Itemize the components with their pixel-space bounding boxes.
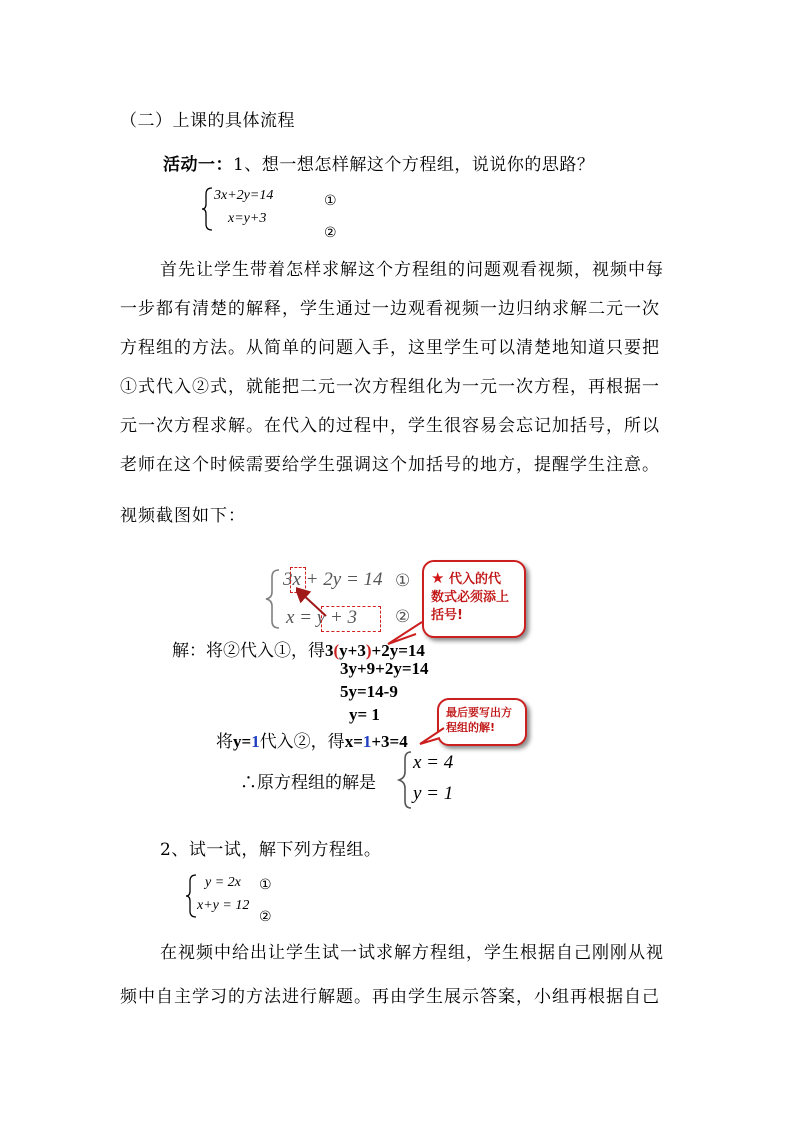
callout2-line: 最后要写出方 <box>446 706 512 719</box>
activity1-mark2: ② <box>324 225 337 241</box>
activity2-eq1: y = 2x <box>205 875 241 890</box>
solution-label <box>172 636 425 661</box>
paragraph1-line: 一步都有清楚的解释，学生通过一边观看视频一边归纳求解二元一次 <box>120 299 660 319</box>
solution-line1: 3(y+3)+2y=14 <box>325 641 425 660</box>
activity2-mark1: ① <box>259 877 272 893</box>
paragraph1-line: 老师在这个时候需要给学生强调这个加括号的地方，提醒学生注意。 <box>120 455 660 475</box>
activity1-mark1: ① <box>324 193 337 209</box>
activity2-mark2: ② <box>259 909 272 925</box>
substitution-arrow-icon <box>296 586 356 636</box>
callout-pointer-icon <box>418 726 448 748</box>
line5-mid: 代入②，得 <box>259 732 345 752</box>
activity1-eq1: 3x+2y=14 <box>214 188 274 203</box>
section-title: （二）上课的具体流程 <box>120 111 295 131</box>
left-brace-icon <box>263 568 283 630</box>
screenshot-eq1: 3x + 2y = 14 <box>283 569 383 590</box>
callout1-line: 数式必须添上 <box>431 590 510 605</box>
paragraph1-line: 视频截图如下： <box>120 506 246 526</box>
activity1-question: 1、想一想怎样解这个方程组，说说你的思路？ <box>233 155 595 175</box>
line5-prefix: 将 <box>216 732 233 752</box>
paragraph1-line: 首先让学生带着怎样求解这个方程组的问题观看视频，视频中每 <box>160 260 664 280</box>
solution-line5: 将y=1代入②，得x=1+3=4 <box>216 732 408 752</box>
conclusion-label: ∴原方程组的解是 <box>240 773 376 793</box>
activity1-label: 活动一： <box>163 155 233 175</box>
callout1-line: 括号! <box>431 608 463 623</box>
activity1-eq2: x=y+3 <box>228 211 267 226</box>
solution-line3: 5y=14-9 <box>340 682 398 701</box>
star-icon: ★ <box>431 569 445 587</box>
solution-label-text: 解：将②代入①，得 <box>172 641 325 661</box>
screenshot-eq2: x = y + 3 <box>286 607 358 628</box>
callout-parentheses-reminder <box>422 560 526 638</box>
screenshot-mark1: ① <box>395 571 411 591</box>
paragraph2-line: 频中自主学习的方法进行解题。再由学生展示答案，小组再根据自己 <box>120 987 660 1007</box>
callout1-line: 代入的代 <box>448 572 501 587</box>
solution-y: y = 1 <box>413 783 454 804</box>
callout-write-solution <box>437 698 527 746</box>
solution-line2: 3y+9+2y=14 <box>340 659 429 678</box>
paragraph1-line: ①式代入②式，就能把二元一次方程组化为一元一次方程，再根据一 <box>120 377 660 397</box>
paragraph2-line: 在视频中给出让学生试一试求解方程组，学生根据自己刚刚从视 <box>160 943 664 963</box>
activity2-question: 2、试一试，解下列方程组。 <box>160 840 382 860</box>
paragraph1-line: 元一次方程求解。在代入的过程中，学生很容易会忘记加括号，所以 <box>120 416 660 436</box>
solution-x: x = 4 <box>413 752 454 773</box>
screenshot-mark2: ② <box>395 607 411 627</box>
activity2-eq2: x+y = 12 <box>197 898 250 913</box>
solution-line4: y= 1 <box>349 705 380 724</box>
paragraph1-line: 方程组的方法。从简单的问题入手，这里学生可以清楚地知道只要把 <box>120 338 660 358</box>
callout2-line: 程组的解! <box>446 721 496 734</box>
